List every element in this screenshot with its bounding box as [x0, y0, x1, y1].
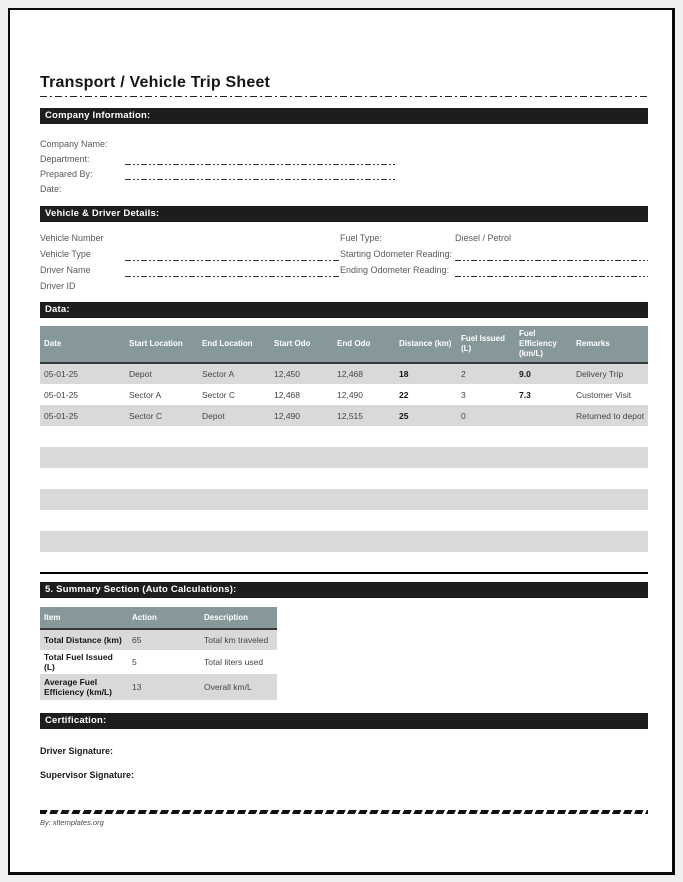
data-table-header-cell: Start Location: [125, 326, 198, 363]
company-fill-line: [125, 178, 395, 180]
company-field-label: Department:: [40, 153, 90, 164]
table-cell: [457, 426, 515, 447]
table-cell: Sector A: [198, 363, 270, 384]
table-cell: [125, 510, 198, 531]
vehicle-fields-right: [340, 230, 648, 294]
table-cell: [125, 489, 198, 510]
table-cell: [333, 489, 395, 510]
table-cell: [515, 447, 572, 468]
summary-header-row: [40, 607, 277, 629]
vehicle-field-row: [340, 246, 648, 262]
table-cell: [270, 447, 333, 468]
title-divider: [40, 96, 648, 98]
company-field-row: [40, 136, 648, 151]
company-field-label: Date:: [40, 183, 62, 194]
summary-cell: Total Distance (km): [40, 629, 128, 650]
table-empty-row: [40, 510, 648, 531]
table-cell: [395, 468, 457, 489]
table-cell: [198, 489, 270, 510]
company-field-row: [40, 166, 648, 181]
table-cell: 2: [457, 363, 515, 384]
table-cell: 3: [461, 389, 466, 400]
vehicle-field-label: Driver Name: [40, 265, 91, 275]
section-header-company: Company Information:: [40, 108, 648, 124]
company-field-label: Company Name:: [40, 138, 108, 149]
table-cell: [515, 552, 572, 573]
data-table-header-cell: Fuel Efficiency (km/L): [515, 326, 572, 363]
table-cell: [333, 531, 395, 552]
table-cell: 9.0: [515, 363, 572, 384]
table-cell: 12,490: [270, 405, 333, 426]
vehicle-fields-left: [40, 230, 340, 294]
summary-cell: Overall km/L: [200, 674, 277, 700]
table-cell: [40, 468, 125, 489]
table-cell: [572, 426, 648, 447]
summary-cell: 13: [128, 674, 200, 700]
table-cell: [270, 510, 333, 531]
table-empty-row: [40, 552, 648, 573]
summary-cell: Total Fuel Issued (L): [44, 652, 113, 673]
table-cell: [198, 531, 270, 552]
table-cell: [270, 552, 333, 573]
data-table-header-cell: Fuel Issued (L): [457, 326, 515, 363]
table-cell: [515, 489, 572, 510]
table-cell: 12,490: [337, 389, 363, 400]
table-cell: [270, 489, 333, 510]
table-empty-row: [40, 468, 648, 489]
document-page: [8, 8, 675, 875]
vehicle-field-label: Vehicle Number: [40, 233, 104, 243]
table-cell: [198, 552, 270, 573]
table-cell: Sector A: [129, 389, 162, 400]
table-cell: 25: [395, 405, 457, 426]
table-cell: [395, 426, 457, 447]
table-cell: [395, 510, 457, 531]
section-header-vehicle: Vehicle & Driver Details:: [40, 206, 648, 222]
summary-cell: Average Fuel Efficiency (km/L): [40, 674, 128, 700]
table-cell: [457, 510, 515, 531]
page-title: Transport / Vehicle Trip Sheet: [40, 74, 271, 91]
vehicle-fill-line: [125, 275, 340, 277]
table-cell: [515, 468, 572, 489]
table-cell: [125, 447, 198, 468]
table-row: [40, 384, 648, 405]
summary-cell: Total liters used: [204, 657, 264, 668]
summary-header-cell: Action: [128, 607, 200, 629]
table-cell: [457, 489, 515, 510]
sheet-content: [10, 10, 672, 827]
section-header-summary: 5. Summary Section (Auto Calculations):: [40, 582, 648, 598]
table-cell: [395, 531, 457, 552]
section-header-certification: Certification:: [40, 713, 648, 729]
vehicle-field-label: Vehicle Type: [40, 249, 91, 259]
summary-row: [40, 674, 277, 700]
company-field-row: [40, 151, 648, 166]
data-table-header-cell: Distance (km): [395, 326, 457, 363]
table-cell: [125, 531, 198, 552]
table-cell: [457, 468, 515, 489]
data-table-header-cell: End Location: [198, 326, 270, 363]
footer-divider: [40, 810, 648, 814]
driver-signature-label: Driver Signature:: [40, 746, 114, 757]
summary-table: [40, 607, 277, 700]
table-cell: [333, 468, 395, 489]
table-cell: [457, 531, 515, 552]
data-table-header-cell: Date: [40, 326, 125, 363]
table-cell: Depot: [125, 363, 198, 384]
vehicle-field-row: [40, 230, 340, 246]
table-cell: [125, 552, 198, 573]
vehicle-fill-line: [455, 275, 648, 277]
table-cell: 18: [395, 363, 457, 384]
table-cell: 0: [457, 405, 515, 426]
table-cell: [40, 552, 125, 573]
vehicle-field-row: [40, 246, 340, 262]
table-cell: [125, 468, 198, 489]
table-cell: Sector C: [125, 405, 198, 426]
table-cell: 12,515: [333, 405, 395, 426]
vehicle-field-label: Driver ID: [40, 281, 76, 291]
table-cell: Customer Visit: [576, 389, 632, 400]
table-cell: Depot: [198, 405, 270, 426]
table-cell: 12,468: [333, 363, 395, 384]
table-cell: [333, 426, 395, 447]
data-table-header-row: [40, 326, 648, 363]
trip-data-table: [40, 326, 648, 574]
table-cell: 7.3: [519, 389, 531, 400]
vehicle-fill-line: [125, 259, 340, 261]
summary-cell: Total km traveled: [200, 629, 277, 650]
company-field-label: Prepared By:: [40, 168, 93, 179]
table-cell: [40, 531, 125, 552]
table-cell: [40, 489, 125, 510]
table-cell: [270, 468, 333, 489]
table-cell: [40, 426, 125, 447]
table-cell: [457, 552, 515, 573]
table-cell: [333, 552, 395, 573]
vehicle-field-row: [340, 230, 648, 246]
table-cell: [572, 489, 648, 510]
company-field-row: [40, 181, 648, 196]
vehicle-fill-line: [455, 259, 648, 261]
table-cell: [125, 426, 198, 447]
table-cell: [395, 552, 457, 573]
table-cell: 22: [399, 389, 409, 400]
table-cell: Returned to depot: [572, 405, 648, 426]
table-cell: [572, 552, 648, 573]
table-cell: [333, 510, 395, 531]
table-cell: 05-01-25: [44, 389, 79, 400]
table-cell: [515, 531, 572, 552]
table-cell: [198, 468, 270, 489]
table-cell: Sector C: [202, 389, 236, 400]
company-fill-line: [125, 163, 395, 165]
supervisor-signature-label: Supervisor Signature:: [40, 770, 135, 781]
footer-credit: By: xltemplates.org: [40, 818, 104, 828]
table-cell: [572, 468, 648, 489]
table-cell: 12,468: [274, 389, 300, 400]
table-cell: 05-01-25: [40, 405, 125, 426]
table-cell: [395, 489, 457, 510]
table-cell: [515, 426, 572, 447]
vehicle-field-label: Fuel Type:: [340, 233, 382, 243]
company-fields: [40, 136, 648, 196]
table-cell: [572, 510, 648, 531]
table-cell: [270, 531, 333, 552]
table-cell: [198, 510, 270, 531]
table-cell: [572, 447, 648, 468]
table-empty-row: [40, 447, 648, 468]
table-empty-row: [40, 531, 648, 552]
summary-header-cell: Item: [40, 607, 128, 629]
summary-row: [40, 650, 277, 674]
table-cell: [40, 510, 125, 531]
summary-cell: 65: [128, 629, 200, 650]
vehicle-field-row: [40, 278, 340, 294]
table-cell: 05-01-25: [40, 363, 125, 384]
table-cell: Delivery Trip: [572, 363, 648, 384]
vehicle-field-label: Ending Odometer Reading:: [340, 265, 450, 275]
table-cell: [270, 426, 333, 447]
table-row: [40, 363, 648, 384]
summary-row: [40, 629, 277, 650]
table-cell: [395, 447, 457, 468]
table-cell: [515, 405, 572, 426]
data-table-header-cell: Start Odo: [270, 326, 333, 363]
vehicle-field-row: [40, 262, 340, 278]
vehicle-field-label: Starting Odometer Reading:: [340, 249, 453, 259]
table-cell: 12,450: [270, 363, 333, 384]
table-cell: [198, 447, 270, 468]
table-cell: [40, 447, 125, 468]
table-cell: [333, 447, 395, 468]
data-table-header-cell: End Odo: [333, 326, 395, 363]
table-cell: [515, 510, 572, 531]
table-empty-row: [40, 426, 648, 447]
table-row: [40, 405, 648, 426]
vehicle-field-value: Diesel / Petrol: [455, 233, 512, 243]
vehicle-fields: [40, 230, 648, 294]
summary-cell: 5: [132, 657, 137, 668]
section-header-data: Data:: [40, 302, 648, 318]
table-empty-row: [40, 489, 648, 510]
data-table-header-cell: Remarks: [572, 326, 648, 363]
table-cell: [457, 447, 515, 468]
table-cell: [572, 531, 648, 552]
vehicle-field-row: [340, 262, 648, 278]
table-cell: [198, 426, 270, 447]
summary-header-cell: Description: [200, 607, 277, 629]
